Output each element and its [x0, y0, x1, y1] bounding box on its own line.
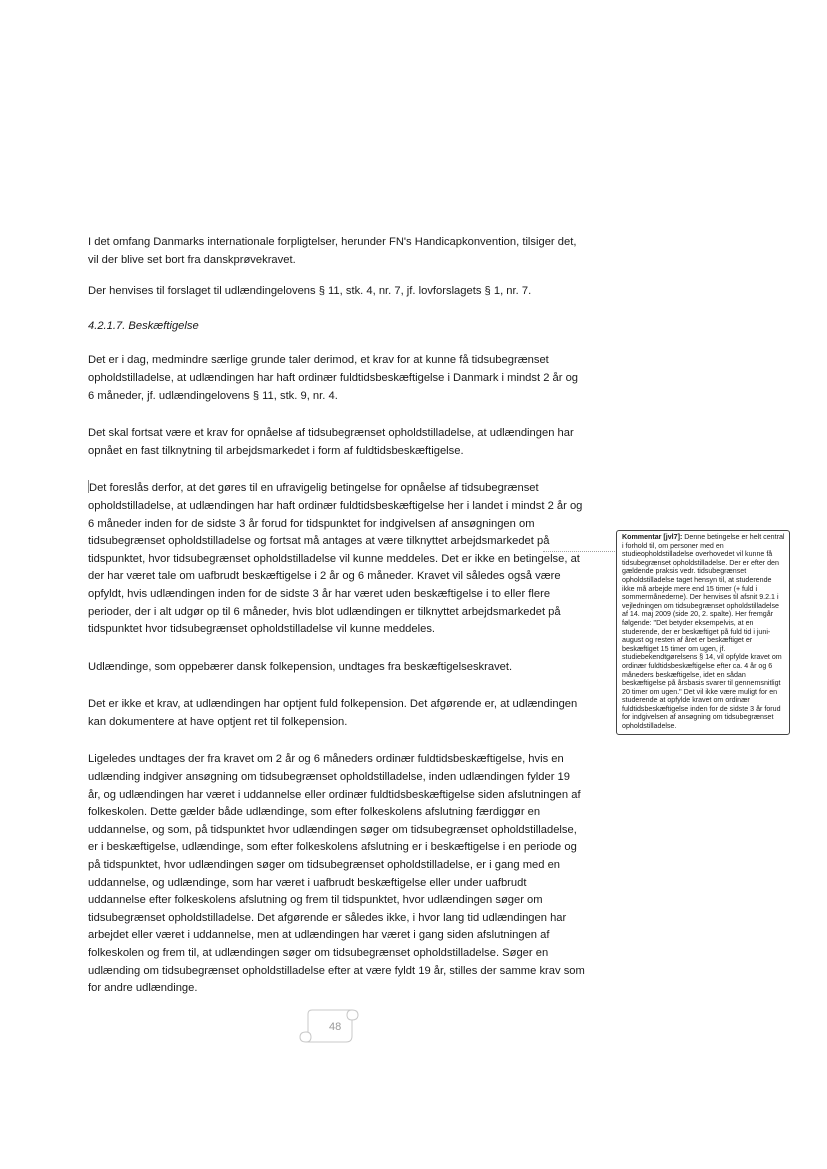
comment-connector-line — [543, 551, 615, 552]
paragraph-proposal-text: Det foreslås derfor, at det gøres til en ufravigelig betingelse for opnåelse af tidsubegrænset opholdstilladelse, at udlændingen har haft ordinær fuldtidsbeskæftigelse her i landet i mindst 2 år og 6 måneder inden for de sidste 3 år forud for tidspunktet for indgivelsen af ansøgningen om tidsubegrænset opholdstilladelse og fortsat må antages at være tilknyttet arbejdsmarkedet på tidspunktet, hvor tidsubegrænset opholdstilladelse vil kunne meddeles. Det er ikke en betingelse, at der har været tale om uafbrudt beskæftigelse i 2 år og 6 måneder. Kravet vil således også være opfyldt, hvis udlændingen inden for de sidste 3 år har været uden beskæftigelse i to eller flere perioder, der i alt udgør op til 6 måneder, hvis blot udlændingen er tilknyttet arbejdsmarkedet på tidspunktet hvor tidsubegrænset opholdstilladelse vil kunne meddeles. — [88, 482, 583, 636]
paragraph-handicap-convention: I det omfang Danmarks internationale forpligtelser, herunder FN's Handicapkonvention, tilsiger det, vil der blive set bort fra danskprøvekravet. — [88, 236, 577, 266]
page-number-scroll — [296, 1006, 364, 1046]
paragraph-proposal — [88, 480, 585, 638]
paragraph-continued-requirement: Det skal fortsat være et krav for opnåelse af tidsubegrænset opholdstilladelse, at udlændingen har opnået en fast tilknytning til arbejdsmarkedet i form af fuldtidsbeskæftigelse. — [88, 427, 574, 457]
paragraph-under-19-exemption: Ligeledes undtages der fra kravet om 2 år og 6 måneders ordinær fuldtidsbeskæftigelse, hvis en udlænding indgiver ansøgning om tidsubegrænset opholdstilladelse, inden udlændingen fylder 19 år, og udlændingen har været i uddannelse eller ordinær fuldtidsbeskæftigelse siden afslutningen af folkeskolen. Dette gælder både udlændinge, som efter folkeskolens afslutning færdiggør en uddannelse, og som, på tidspunktet hvor udlændingen søger om tidsubegrænset opholdstilladelse, er i beskæftigelse, udlændinge, som efter folkeskolens afslutning er i beskæftigelse i en periode og på tidspunktet, hvor udlændingen søger om tidsubegrænset opholdstilladelse, er i gang med en uddannelse, og udlændinge, som har været i uafbrudt beskæftigelse eller under uafbrudt uddannelse efter folkeskolens afslutning og frem til tidspunktet, hvor udlændingen søger om tidsubegrænset opholdstilladelse. Det afgørende er således ikke, i hvor lang tid udlændingen har arbejdet eller været i uddannelse, men at udlændingen har været i gang siden afslutningen af folkeskolen og frem til, at udlændingen søger om tidsubegrænset opholdstilladelse. Søger en udlænding om tidsubegrænset opholdstilladelse efter at være fyldt 19 år, stilles der samme krav som for andre udlændinge. — [88, 753, 585, 995]
comment-text: Denne betingelse er helt central i forhold til, om personer med en studieopholdstilladelse overhovedet vil kunne få tidsubegrænset opholdstilladelse. Der er efter den gældende praksis vedr. tidsubegrænset opholdstilladelse taget hensyn til, at studerende ikke må arbejde mere end 15 timer (+ fuld i sommermånederne). Der henvises til afsnit 9.2.1 i vejledningen om tidsubegrænset opholdstilladelse af 14. maj 2009 (side 20, 2. spalte). Her fremgår følgende: "Det betyder eksempelvis, at en studerende, der er beskæftiget på fuld tid i juni-august og resten af året er beskæftiget er beskæftiget 15 timer om ugen, jf. studiebekendtgørelsens § 14, vil opfylde kravet om ordinær fuldtidsbeskæftigelse efter ca. 4 år og 6 måneders beskæftigelse, idet en sådan beskæftigelse på årsbasis svarer til gennemsnitligt 20 timer om ugen." Det vil ikke være muligt for en studerende at opfylde kravet om ordinær fuldtidsbeskæftigelse inden for de sidste 3 år forud for indgivelsen af ansøgning om tidsubegrænset opholdstilladelse. — [622, 533, 785, 731]
document-body — [88, 234, 585, 1015]
comment-label: Kommentar [jvl7]: — [622, 533, 683, 541]
paragraph-current-requirement: Det er i dag, medmindre særlige grunde taler derimod, et krav for at kunne få tidsubegrænset opholdstilladelse, at udlændingen har haft ordinær fuldtidsbeskæftigelse i Danmark i mindst 2 år og 6 måneder, jf. udlændingelovens § 11, stk. 9, nr. 4. — [88, 354, 579, 402]
section-heading-beskaeftigelse: 4.2.1.7. Beskæftigelse — [88, 319, 199, 332]
paragraph-folkepension-documentation: Det er ikke et krav, at udlændingen har optjent fuld folkepension. Det afgørende er, at udlændingen kan dokumentere at have optjent ret til folkepension. — [88, 698, 578, 728]
paragraph-reference-section-11: Der henvises til forslaget til udlændingelovens § 11, stk. 4, nr. 7, jf. lovforslagets § 1, nr. 7. — [88, 285, 532, 298]
review-comment-balloon[interactable] — [616, 530, 790, 735]
paragraph-folkepension-exemption: Udlændinge, som oppebærer dansk folkepension, undtages fra beskæftigelseskravet. — [88, 660, 513, 673]
page-number: 48 — [329, 1021, 342, 1033]
